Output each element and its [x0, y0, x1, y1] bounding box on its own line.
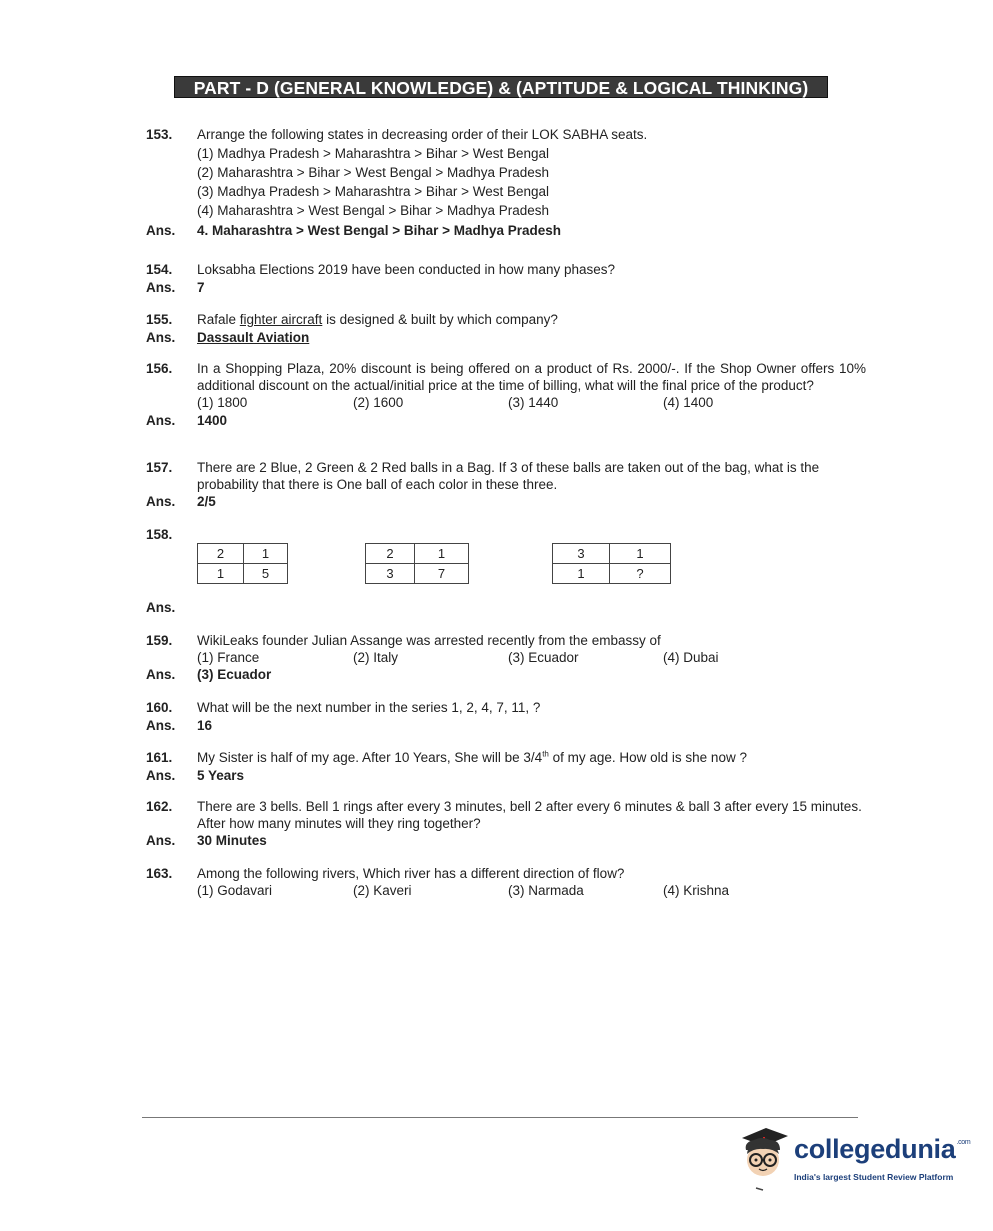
- question-158: [146, 526, 866, 544]
- answer-text: 7: [197, 280, 205, 295]
- grid-cell: 2: [198, 544, 244, 564]
- answer-label: Ans.: [146, 718, 176, 733]
- question-number: 158.: [146, 527, 173, 542]
- question-number: 159.: [146, 633, 173, 648]
- answer-text: (3) Ecuador: [197, 667, 272, 682]
- option-4: (4) 1400: [663, 395, 714, 410]
- page-title: PART - D (GENERAL KNOWLEDGE) & (APTITUDE & LOGICAL THINKING): [174, 76, 828, 98]
- number-grid-2: [365, 543, 469, 584]
- options-row: [197, 882, 866, 899]
- option-2: (2) Maharashtra > Bihar > West Bengal > Madhya Pradesh: [197, 165, 550, 180]
- fighter-aircraft-link: fighter aircraft: [239, 312, 323, 327]
- option-1: (1) Godavari: [197, 883, 273, 898]
- option-3: (3) Madhya Pradesh > Maharashtra > Bihar > West Bengal: [197, 184, 550, 199]
- answer-text: 30 Minutes: [197, 833, 267, 848]
- footer-divider: [142, 1117, 858, 1118]
- grid-cell: 7: [415, 564, 469, 584]
- question-158-answer: [146, 599, 866, 617]
- answer-label: Ans.: [146, 833, 176, 848]
- question-text: In a Shopping Plaza, 20% discount is being offered on a product of Rs. 2000/-. If the Shop Owner offers 10% additional discount on the actual/initial price at the time of billing, what will the final price of the product?: [197, 361, 866, 393]
- question-text: Among the following rivers, Which river has a different direction of flow?: [197, 866, 625, 881]
- question-number: 163.: [146, 866, 173, 881]
- question-155: [146, 311, 866, 347]
- question-number: 162.: [146, 799, 173, 814]
- question-number: 161.: [146, 750, 173, 765]
- option-4: (4) Dubai: [663, 650, 719, 665]
- answer-label: Ans.: [146, 413, 176, 428]
- question-text: WikiLeaks founder Julian Assange was arrested recently from the embassy of: [197, 633, 661, 648]
- question-161: [146, 749, 866, 785]
- collegedunia-logo[interactable]: [736, 1124, 971, 1194]
- question-159: [146, 632, 866, 684]
- answer-label: Ans.: [146, 280, 176, 295]
- option-3: (3) Ecuador: [508, 650, 579, 665]
- option-1: (1) 1800: [197, 395, 248, 410]
- option-1: (1) Madhya Pradesh > Maharashtra > Bihar > West Bengal: [197, 146, 550, 161]
- answer-label: Ans.: [146, 768, 176, 783]
- question-number: 153.: [146, 127, 173, 142]
- logo-wordmark: collegedunia$^{.com}$: [794, 1134, 971, 1164]
- question-153: [146, 126, 866, 240]
- grid-cell: 1: [415, 544, 469, 564]
- question-number: 156.: [146, 361, 173, 376]
- answer-label: Ans.: [146, 494, 176, 509]
- option-1: (1) France: [197, 650, 260, 665]
- number-grid-3: [552, 543, 671, 584]
- question-number: 154.: [146, 262, 173, 277]
- question-157: [146, 459, 866, 511]
- answer-text: 2/5: [197, 494, 216, 509]
- option-2: (2) Italy: [353, 650, 399, 665]
- grid-cell: 1: [198, 564, 244, 584]
- grid-cell: 3: [553, 544, 610, 564]
- answer-label: Ans.: [146, 667, 176, 682]
- options-row: [197, 394, 866, 411]
- option-3: (3) 1440: [508, 395, 559, 410]
- answer-text: 5 Years: [197, 768, 245, 783]
- question-163: [146, 865, 866, 899]
- question-162: [146, 798, 866, 850]
- option-4: (4) Maharashtra > West Bengal > Bihar > Madhya Pradesh: [197, 203, 550, 218]
- mascot-icon: [736, 1124, 794, 1194]
- logo-tagline: India's largest Student Review Platform: [794, 1172, 954, 1182]
- answer-text: 4. Maharashtra > West Bengal > Bihar > Madhya Pradesh: [197, 223, 562, 238]
- question-text: Arrange the following states in decreasing order of their LOK SABHA seats.: [197, 127, 648, 142]
- grid-cell: 1: [244, 544, 288, 564]
- option-2: (2) 1600: [353, 395, 404, 410]
- grid-cell: 2: [366, 544, 415, 564]
- option-3: (3) Narmada: [508, 883, 584, 898]
- question-text: My Sister is half of my age. After 10 Years, She will be 3/4th of my age. How old is she now ?: [197, 749, 747, 765]
- grid-cell: ?: [610, 564, 671, 584]
- grid-cell: 5: [244, 564, 288, 584]
- number-grid-1: [197, 543, 288, 584]
- question-154: [146, 261, 866, 297]
- question-text: Rafale fighter aircraft is designed & built by which company?: [197, 312, 558, 327]
- answer-label: Ans.: [146, 600, 176, 615]
- answer-label: Ans.: [146, 223, 176, 238]
- answer-text: 1400: [197, 413, 228, 428]
- option-4: (4) Krishna: [663, 883, 730, 898]
- question-number: 155.: [146, 312, 173, 327]
- grid-cell: 1: [610, 544, 671, 564]
- option-2: (2) Kaveri: [353, 883, 412, 898]
- question-text: There are 3 bells. Bell 1 rings after every 3 minutes, bell 2 after every 6 minutes & ball 3 after every 15 minutes. After how many minutes will they ring together?: [197, 799, 862, 831]
- grid-cell: 1: [553, 564, 610, 584]
- question-number: 157.: [146, 460, 173, 475]
- answer-text: Dassault Aviation: [197, 330, 310, 345]
- answer-text: 16: [197, 718, 213, 733]
- question-160: [146, 699, 866, 735]
- grid-cell: 3: [366, 564, 415, 584]
- question-text: Loksabha Elections 2019 have been conducted in how many phases?: [197, 262, 616, 277]
- question-text: What will be the next number in the series 1, 2, 4, 7, 11, ?: [197, 700, 541, 715]
- answer-label: Ans.: [146, 330, 176, 345]
- question-text: There are 2 Blue, 2 Green & 2 Red balls in a Bag. If 3 of these balls are taken out of the bag, what is the probability that there is One ball of each color in these three.: [197, 460, 820, 492]
- options-row: [197, 649, 866, 666]
- question-156: [146, 360, 866, 430]
- question-number: 160.: [146, 700, 173, 715]
